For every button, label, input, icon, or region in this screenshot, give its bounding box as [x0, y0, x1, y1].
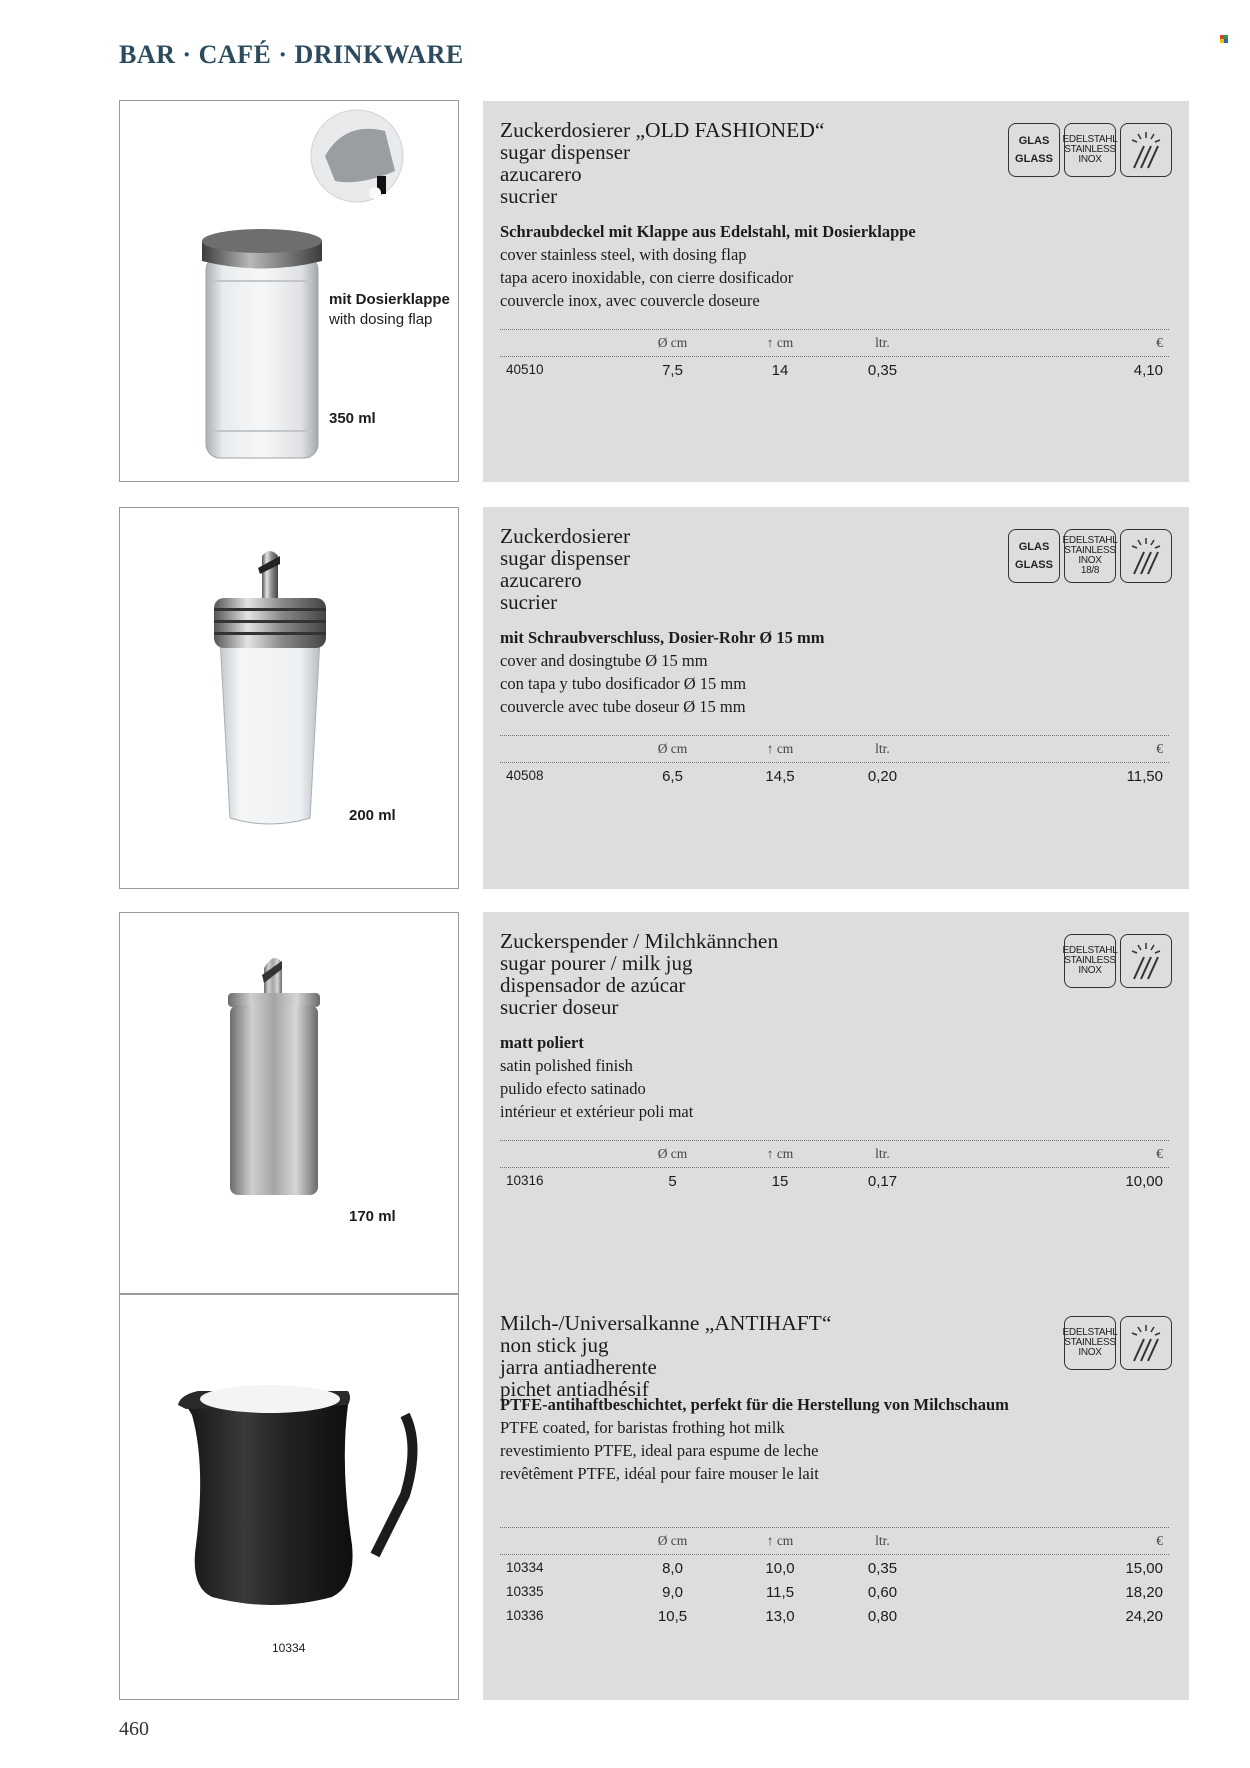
stainless-steel-18-8-badge-icon: EDELSTAHL STAINLESS INOX 18/8: [1064, 529, 1116, 583]
title-en: sugar dispenser: [500, 140, 631, 164]
stainless-steel-badge-icon: EDELSTAHL STAINLESS INOX: [1064, 934, 1116, 988]
product-info-panel: [483, 507, 1189, 889]
product-volume: 200 ml: [349, 807, 396, 824]
title-de: Zuckerspender / Milchkännchen: [500, 929, 779, 953]
product-image-box: [119, 912, 459, 1294]
title-fr: sucrier: [500, 184, 558, 208]
product-description: mit Schraubverschluss, Dosier-Rohr Ø 15 mm cover and dosingtube Ø 15 mm con tapa y tubo dosificador Ø 15 mm couvercle avec tube doseur Ø 15 mm: [500, 628, 825, 716]
product-image-caption: 10334: [272, 1641, 306, 1655]
height-arrow-icon: ↑ cm: [766, 1533, 794, 1548]
product-description: Schraubdeckel mit Klappe aus Edelstahl, mit Dosierklappe cover stainless steel, with dosing flap tapa acero inoxidable, con cierre dosificador couvercle inox, avec couvercle doseure: [500, 222, 916, 310]
stainless-steel-badge-icon: EDELSTAHL STAINLESS INOX: [1064, 1316, 1116, 1370]
height-arrow-icon: ↑ cm: [766, 1146, 794, 1161]
spec-table-header: Ø cm ↑ cm ltr. €: [500, 329, 1169, 357]
dishwasher-safe-icon: [1120, 934, 1172, 988]
spec-table-header: Ø cm ↑ cm ltr. €: [500, 1140, 1169, 1168]
product-title: [500, 525, 1000, 613]
dishwasher-safe-icon: [1120, 1316, 1172, 1370]
title-de: Milch-/Universalkanne „ANTIHAFT“: [500, 1311, 832, 1335]
glass-badge-icon: GLAS GLASS: [1008, 529, 1060, 583]
title-de: Zuckerdosierer: [500, 524, 631, 548]
product-title: [500, 1312, 1000, 1400]
material-badges: [1064, 1316, 1172, 1372]
title-es: azucarero: [500, 162, 582, 186]
product-volume: 170 ml: [349, 1208, 396, 1225]
title-es: jarra antiadherente: [500, 1355, 657, 1379]
height-arrow-icon: ↑ cm: [766, 741, 794, 756]
page-number: 460: [119, 1718, 149, 1740]
product-title: [500, 119, 1000, 207]
dishwasher-safe-icon: [1120, 529, 1172, 583]
sugar-pourer-steel-image: [120, 913, 459, 1294]
material-badges: [1064, 934, 1172, 990]
spec-table-header: Ø cm ↑ cm ltr. €: [500, 1527, 1169, 1555]
product-image-box: [119, 507, 459, 889]
dishwasher-safe-icon: [1120, 123, 1172, 177]
table-row: 40510 7,5 14 0,35 4,10: [506, 362, 1163, 379]
title-es: dispensador de azúcar: [500, 973, 686, 997]
product-caption: mit Dosierklappe: [329, 291, 450, 308]
table-row: 40508 6,5 14,5 0,20 11,50: [506, 768, 1163, 785]
product-volume: 350 ml: [329, 410, 376, 427]
height-arrow-icon: ↑ cm: [766, 335, 794, 350]
table-row: 10336 10,5 13,0 0,80 24,20: [506, 1608, 1163, 1625]
table-row: 10335 9,0 11,5 0,60 18,20: [506, 1584, 1163, 1601]
title-en: sugar dispenser: [500, 546, 631, 570]
title-fr: pichet antiadhésif: [500, 1377, 649, 1401]
product-info-panel: [483, 101, 1189, 482]
title-fr: sucrier doseur: [500, 995, 619, 1019]
glass-badge-icon: GLAS GLASS: [1008, 123, 1060, 177]
product-description: matt poliert satin polished finish pulido efecto satinado intérieur et extérieur poli mat: [500, 1033, 694, 1121]
spec-table: [500, 329, 1169, 381]
table-row: 10316 5 15 0,17 10,00: [506, 1173, 1163, 1190]
spec-table: [500, 1140, 1169, 1192]
sugar-dispenser-tube-image: [120, 508, 459, 889]
table-row: 10334 8,0 10,0 0,35 15,00: [506, 1560, 1163, 1577]
title-en: sugar pourer / milk jug: [500, 951, 693, 975]
color-registration-mark: [1220, 35, 1229, 44]
product-info-panel: [483, 1294, 1189, 1700]
title-es: azucarero: [500, 568, 582, 592]
product-caption: with dosing flap: [329, 311, 433, 328]
material-badges: [1008, 123, 1172, 179]
spec-table: [500, 735, 1169, 787]
product-title: [500, 930, 1000, 1018]
page-title: BAR · CAFÉ · DRINKWARE: [119, 40, 464, 69]
stainless-steel-badge-icon: EDELSTAHL STAINLESS INOX: [1064, 123, 1116, 177]
title-en: non stick jug: [500, 1333, 609, 1357]
product-description: PTFE-antihaftbeschichtet, perfekt für die Herstellung von Milchschaum PTFE coated, for baristas frothing hot milk revestimiento PTFE, ideal para espume de leche revêtêment PTFE, idéal pour faire mouser le lait: [500, 1395, 1009, 1483]
title-de: Zuckerdosierer „OLD FASHIONED“: [500, 118, 825, 142]
title-fr: sucrier: [500, 590, 558, 614]
product-info-panel: [483, 912, 1189, 1294]
material-badges: [1008, 529, 1172, 585]
spec-table-header: Ø cm ↑ cm ltr. €: [500, 735, 1169, 763]
spec-table: [500, 1527, 1169, 1627]
